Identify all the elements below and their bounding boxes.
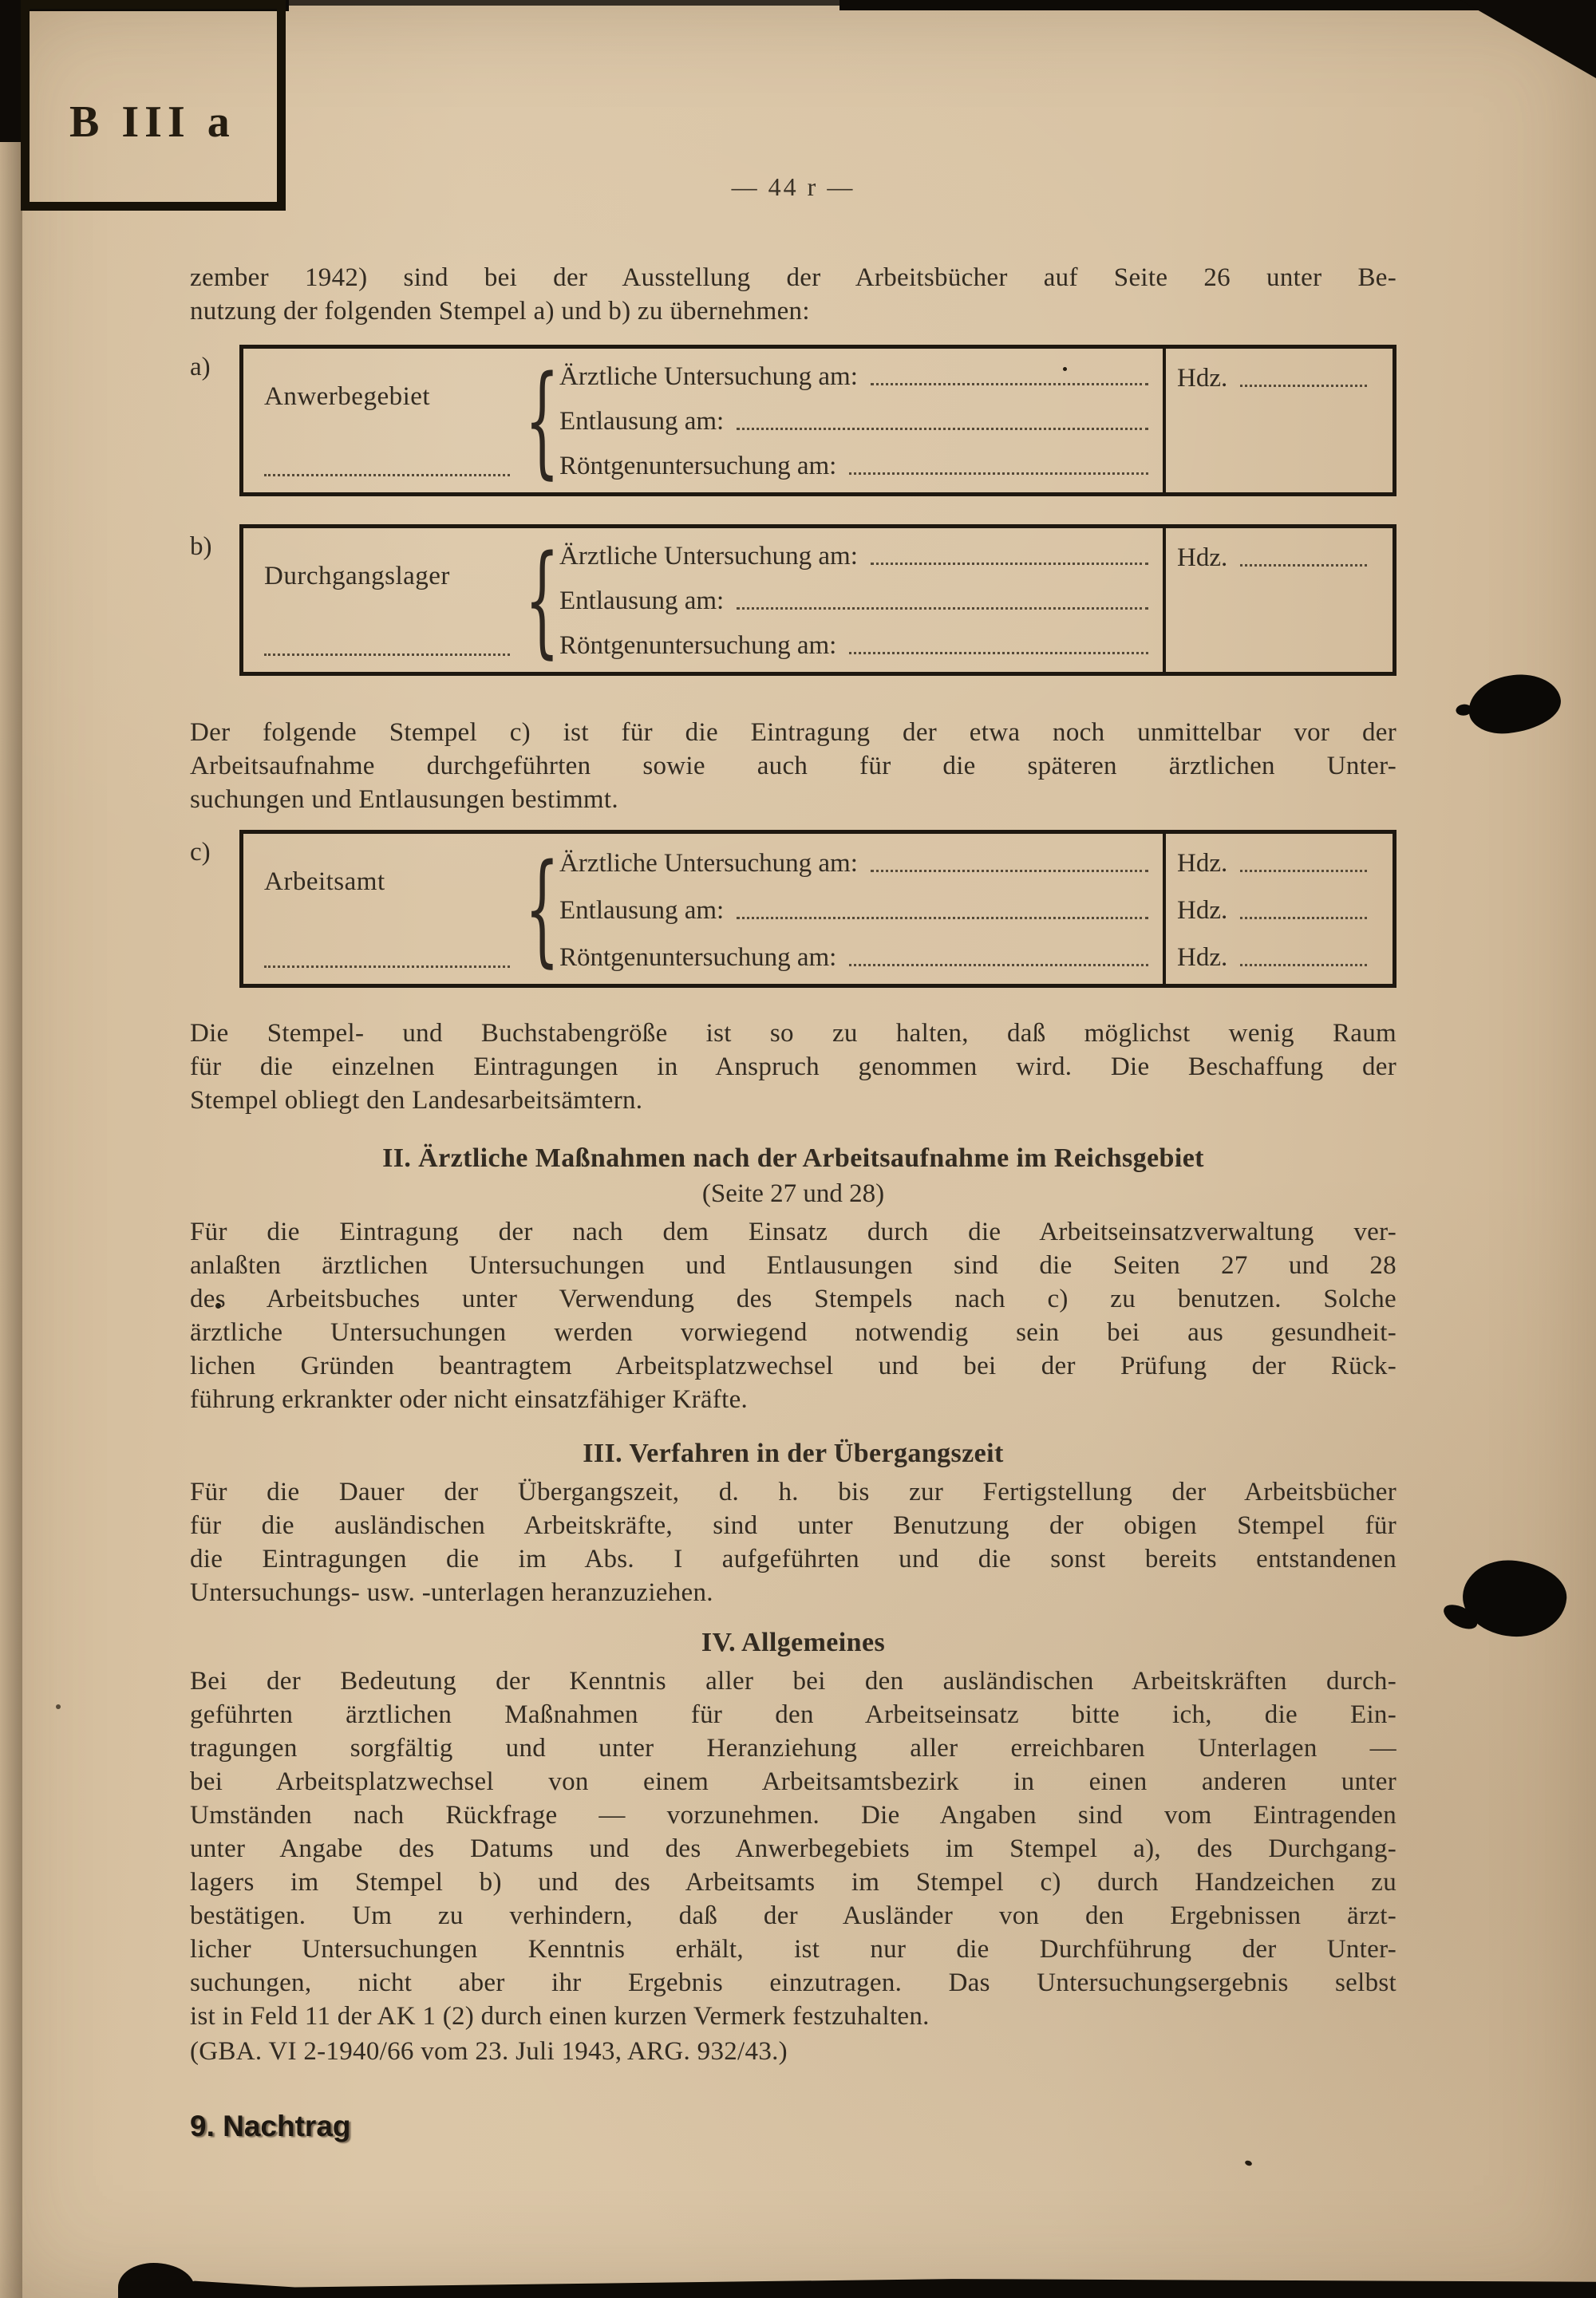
row-label: Röntgenuntersuchung am: xyxy=(559,452,837,480)
stamp-a-office-dotted-line xyxy=(264,474,510,476)
ink-speck xyxy=(56,1704,61,1709)
row-label: Entlausung am: xyxy=(559,407,725,436)
scan-artifact-top-band-mid xyxy=(289,0,841,6)
document-content xyxy=(190,261,1396,2143)
stamp-c-hdz-row-1 xyxy=(1177,839,1381,885)
dotted-leader xyxy=(737,428,1148,430)
stamp-size-note-paragraph: Die Stempel- und Buchstabengröße ist so zu halten, daß möglichst wenig Raum für die einzelnen Eintragungen in Anspruch genommen wird. Die Beschaffung der Stempel obliegt den Landesarbeitsämtern. xyxy=(190,1019,1396,1115)
classification-label: B III a xyxy=(69,97,235,147)
dotted-leader xyxy=(849,652,1148,654)
footer-note: 9. Nachtrag xyxy=(190,2110,351,2142)
scan-artifact-bottom-band xyxy=(166,2277,1596,2298)
stamp-c-brace-cell xyxy=(524,834,559,984)
scan-artifact-bottom-left-blob xyxy=(118,2263,195,2298)
dotted-leader xyxy=(1240,564,1367,567)
scan-artifact-right-edge-shadow xyxy=(0,0,22,2298)
hdz-label: Hdz. xyxy=(1177,942,1228,972)
ink-speck xyxy=(1244,2160,1253,2167)
stamp-c-office-dotted-line xyxy=(264,965,510,968)
ink-blot-upper xyxy=(1466,670,1564,737)
stamp-b-office-name: Durchgangslager xyxy=(264,562,450,590)
stamp-c-hdz-row-3 xyxy=(1177,933,1381,979)
brace-glyph: { xyxy=(524,838,559,979)
stamp-b-brace-cell xyxy=(524,528,559,672)
stamp-a-row-2 xyxy=(559,398,1163,443)
stamp-a-rows xyxy=(559,349,1163,492)
row-label: Entlausung am: xyxy=(559,895,725,925)
hdz-label: Hdz. xyxy=(1177,364,1228,393)
row-label: Ärztliche Untersuchung am: xyxy=(559,362,858,391)
stamp-c-hdz-cell xyxy=(1163,834,1393,984)
ink-blot-lower xyxy=(1460,1558,1569,1641)
stamp-b-box xyxy=(239,524,1396,676)
section-ii-paragraph: Für die Eintragung der nach dem Einsatz durch die Arbeitseinsatzverwaltung ver- anlaßten ärztlichen Untersuchungen und Entlausungen sind die Seiten 27 und 28 des Arbeitsbuches unter Verwendung des Stempels nach c) zu benutzen. Solche ärztliche Untersuchungen werden vorwiegend notwendig sein bei aus gesundheit- lichen Gründen beantragtem Arbeitsplatzwechsel und bei der Prüfung der Rück- führung erkrankter oder nicht einsatzfähiger Kräfte. xyxy=(190,1218,1396,1414)
row-label: Ärztliche Untersuchung am: xyxy=(559,542,858,571)
stamp-a-office-name: Anwerbegebiet xyxy=(264,382,431,411)
stamp-c-label: c) xyxy=(190,838,211,867)
stamp-c-row-2 xyxy=(559,886,1163,932)
stamp-block-c xyxy=(190,830,1396,988)
hdz-label: Hdz. xyxy=(1177,849,1228,879)
dotted-leader xyxy=(1240,917,1367,919)
stamp-c-intro-paragraph: Der folgende Stempel c) ist für die Eintragung der etwa noch unmittelbar vor der Arbeitsaufnahme durchgeführten sowie auch für die späteren ärztlichen Unter- suchungen und Entlausungen bestimmt. xyxy=(190,718,1396,814)
stamp-b-office-dotted-line xyxy=(264,653,510,656)
page-number: — 44 r — xyxy=(731,172,855,201)
hdz-label: Hdz. xyxy=(1177,543,1228,572)
stamp-c-office-name: Arbeitsamt xyxy=(264,867,385,896)
stamp-a-box xyxy=(239,345,1396,496)
stamp-a-brace-cell xyxy=(524,349,559,492)
stamp-c-row-1 xyxy=(559,839,1163,885)
dotted-leader xyxy=(737,607,1148,610)
row-label: Röntgenuntersuchung am: xyxy=(559,631,837,660)
section-ii-heading: II. Ärztliche Maßnahmen nach der Arbeitsaufnahme im Reichsgebiet xyxy=(382,1143,1204,1173)
stamp-b-rows xyxy=(559,528,1163,672)
dotted-leader xyxy=(737,917,1148,919)
dotted-leader xyxy=(849,472,1148,475)
section-iii-heading: III. Verfahren in der Übergangszeit xyxy=(583,1439,1004,1468)
stamp-c-office-cell xyxy=(243,834,524,984)
dotted-leader xyxy=(871,870,1148,872)
dotted-leader xyxy=(1240,964,1367,966)
stamp-b-row-1 xyxy=(559,533,1163,578)
row-label: Ärztliche Untersuchung am: xyxy=(559,849,858,879)
dotted-leader xyxy=(1240,385,1367,387)
stamp-block-b xyxy=(190,524,1396,676)
row-label: Röntgenuntersuchung am: xyxy=(559,942,837,972)
stamp-block-a xyxy=(190,345,1396,496)
dotted-leader xyxy=(871,383,1148,385)
intro-paragraph: zember 1942) sind bei der Ausstellung der Arbeitsbücher auf Seite 26 unter Be- nutzung der folgenden Stempel a) und b) zu übernehmen: xyxy=(190,263,1396,326)
dotted-leader xyxy=(1240,870,1367,872)
dotted-leader xyxy=(849,964,1148,966)
section-ii-subheading: (Seite 27 und 28) xyxy=(701,1179,885,1208)
brace-glyph: { xyxy=(524,529,559,670)
stamp-a-office-cell xyxy=(243,349,524,492)
stamp-b-label: b) xyxy=(190,532,212,561)
stamp-b-office-cell xyxy=(243,528,524,672)
stamp-c-box xyxy=(239,830,1396,988)
stamp-a-row-3 xyxy=(559,443,1163,488)
stamp-c-rows xyxy=(559,834,1163,984)
section-iv-heading: IV. Allgemeines xyxy=(701,1628,886,1657)
dotted-leader xyxy=(871,563,1148,565)
stamp-c-hdz-row-2 xyxy=(1177,886,1381,932)
stamp-b-hdz-row xyxy=(1177,533,1381,579)
stamp-b-row-2 xyxy=(559,578,1163,622)
stamp-c-row-3 xyxy=(559,933,1163,979)
stamp-a-hdz-cell xyxy=(1163,349,1393,492)
brace-glyph: { xyxy=(524,349,559,491)
row-label: Entlausung am: xyxy=(559,586,725,615)
stamp-a-hdz-row xyxy=(1177,353,1381,400)
section-iv-paragraph: Bei der Bedeutung der Kenntnis aller bei den ausländischen Arbeitskräften durch- geführten ärztlichen Maßnahmen für den Arbeitseinsatz bitte ich, die Ein- tragungen sorgfältig und unter Heranziehung aller erreichbaren Unterlagen — bei Arbeitsplatzwechsel von einem Arbeitsamtsbezirk in einen anderen unter Umständen nach Rückfrage — vorzunehmen. Die Angaben sind vom Eintragenden unter Angabe des Datums und des Anwerbegebiets im Stempel a), des Durchgang- lagers im Stempel b) und des Arbeitsamts im Stempel c) durch Handzeichen zu bestätigen. Um zu verhindern, daß der Ausländer von den Ergebnissen ärzt- licher Untersuchungen Kenntnis erhält, ist nur die Durchführung der Unter- suchungen, nicht aber ihr Ergebnis einzutragen. Das Untersuchungsergebnis selbst ist in Feld 11 der AK 1 (2) durch einen kurzen Vermerk festzuhalten. xyxy=(190,1667,1396,2031)
scan-artifact-corner-top-right xyxy=(1460,0,1596,78)
stamp-b-hdz-cell xyxy=(1163,528,1393,672)
stamp-a-row-1 xyxy=(559,353,1163,398)
stamp-b-row-3 xyxy=(559,622,1163,667)
hdz-label: Hdz. xyxy=(1177,895,1228,925)
stamp-a-label: a) xyxy=(190,353,211,381)
citation-line: (GBA. VI 2-1940/66 vom 23. Juli 1943, ARG. 932/43.) xyxy=(190,2037,788,2066)
section-iii-paragraph: Für die Dauer der Übergangszeit, d. h. bis zur Fertigstellung der Arbeitsbücher für die ausländischen Arbeitskräfte, sind unter Benutzung der obigen Stempel für die Eintragungen die im Abs. I aufgeführten und die sonst bereits entstandenen Untersuchungs- usw. -unterlagen heranzuziehen. xyxy=(190,1478,1396,1607)
